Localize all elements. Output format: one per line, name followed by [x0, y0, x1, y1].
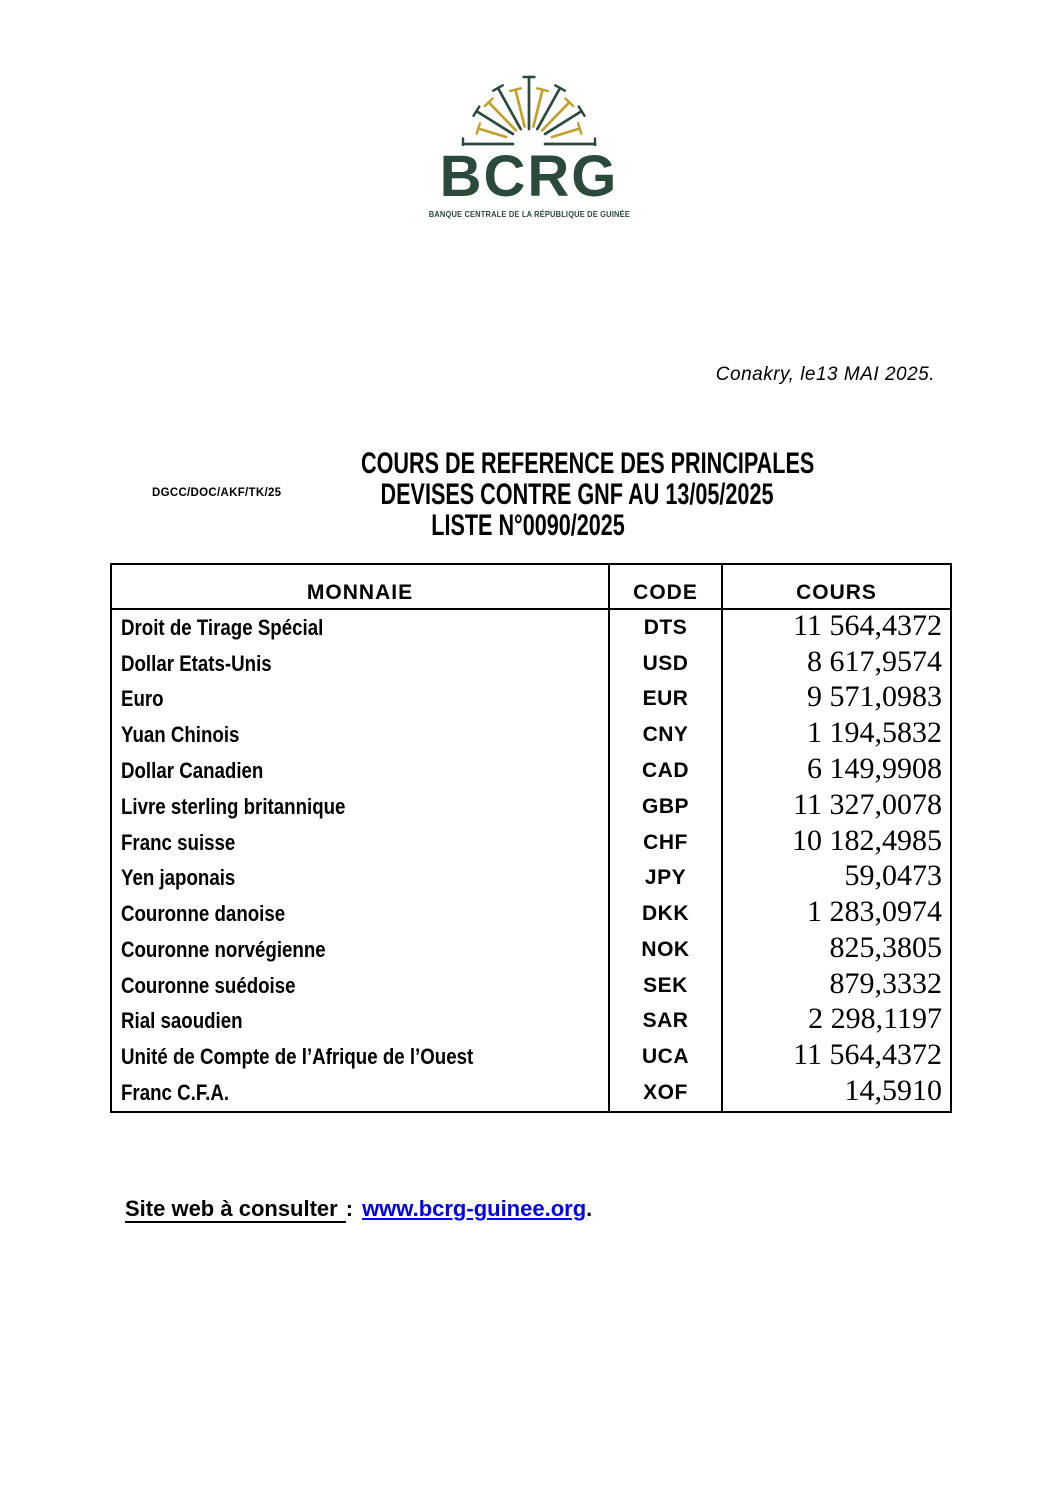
date-line: Conakry, le13 MAI 2025. — [715, 364, 935, 385]
cell-cours: 11 564,4372 — [793, 1038, 942, 1072]
bcrg-logo — [0, 70, 1058, 219]
table-row — [112, 860, 950, 896]
cell-code: USD — [610, 646, 723, 682]
doc-reference: DGCC/DOC/AKF/TK/25 — [152, 487, 282, 499]
doc-title — [361, 447, 815, 542]
table-row — [112, 896, 950, 932]
table-row — [112, 1039, 950, 1075]
cell-monnaie: Dollar Canadien — [112, 753, 610, 789]
cell-monnaie: Couronne suédoise — [112, 968, 610, 1004]
cell-cours: 11 564,4372 — [793, 608, 942, 642]
cell-code: EUR — [610, 682, 723, 718]
table-row — [112, 610, 950, 646]
table-row — [112, 968, 950, 1004]
cell-cours: 59,0473 — [844, 859, 942, 893]
site-link[interactable]: www.bcrg-guinee.org — [362, 1196, 587, 1221]
sunburst-icon — [459, 70, 599, 146]
cell-cours: 8 617,9574 — [807, 644, 942, 678]
cell-code: SAR — [610, 1004, 723, 1040]
cell-cours: 6 149,9908 — [807, 752, 942, 786]
header-cours: COURS — [796, 581, 877, 604]
table-row — [112, 932, 950, 968]
cell-code: SEK — [610, 968, 723, 1004]
cell-monnaie: Yen japonais — [112, 860, 610, 896]
cell-code: GBP — [610, 789, 723, 825]
cell-monnaie: Euro — [112, 682, 610, 718]
cell-cours: 14,5910 — [844, 1074, 942, 1108]
cell-code: XOF — [610, 1075, 723, 1111]
cell-code: JPY — [610, 860, 723, 896]
table-row — [112, 717, 950, 753]
title-line-1: COURS DE REFERENCE DES PRINCIPALES — [361, 447, 815, 480]
table-body — [112, 610, 950, 1111]
cell-cours: 879,3332 — [829, 966, 942, 1000]
cell-monnaie: Rial saoudien — [112, 1004, 610, 1040]
logo-acronym: BCRG — [439, 144, 619, 209]
cell-monnaie: Franc C.F.A. — [112, 1075, 610, 1111]
table-row — [112, 682, 950, 718]
cell-monnaie: Couronne danoise — [112, 896, 610, 932]
cell-code: UCA — [610, 1039, 723, 1075]
site-separator: : — [345, 1196, 354, 1221]
cell-monnaie: Franc suisse — [112, 825, 610, 861]
title-line-3: LISTE N°0090/2025 — [431, 509, 625, 542]
cell-cours: 1 283,0974 — [807, 895, 942, 929]
cell-cours: 1 194,5832 — [807, 716, 942, 750]
site-suffix: . — [586, 1196, 593, 1221]
site-label: Site web à consulter — [125, 1196, 346, 1223]
cell-monnaie: Livre sterling britannique — [112, 789, 610, 825]
cell-code: NOK — [610, 932, 723, 968]
table-row — [112, 646, 950, 682]
cell-cours: 11 327,0078 — [793, 787, 942, 821]
table-row — [112, 1075, 950, 1111]
table-row — [112, 789, 950, 825]
rates-table — [110, 563, 952, 1113]
cell-code: CNY — [610, 717, 723, 753]
cell-cours: 825,3805 — [829, 930, 942, 964]
cell-cours: 9 571,0983 — [807, 680, 942, 714]
cell-code: CHF — [610, 825, 723, 861]
cell-monnaie: Dollar Etats-Unis — [112, 646, 610, 682]
cell-code: CAD — [610, 753, 723, 789]
header-monnaie: MONNAIE — [112, 565, 610, 608]
title-line-2: DEVISES CONTRE GNF AU 13/05/2025 — [380, 478, 774, 511]
cell-code: DTS — [610, 610, 723, 646]
table-row — [112, 753, 950, 789]
cell-monnaie: Droit de Tirage Spécial — [112, 610, 610, 646]
footer — [125, 1196, 592, 1222]
header-code: CODE — [610, 565, 723, 608]
cell-monnaie: Unité de Compte de l’Afrique de l’Ouest — [112, 1039, 610, 1075]
cell-cours: 10 182,4985 — [792, 823, 942, 857]
cell-cours: 2 298,1197 — [808, 1002, 942, 1036]
cell-monnaie: Yuan Chinois — [112, 717, 610, 753]
logo-tagline: BANQUE CENTRALE DE LA RÉPUBLIQUE DE GUINÉE — [428, 209, 630, 219]
table-row — [112, 825, 950, 861]
table-header — [112, 565, 950, 610]
cell-code: DKK — [610, 896, 723, 932]
cell-monnaie: Couronne norvégienne — [112, 932, 610, 968]
table-row — [112, 1004, 950, 1040]
